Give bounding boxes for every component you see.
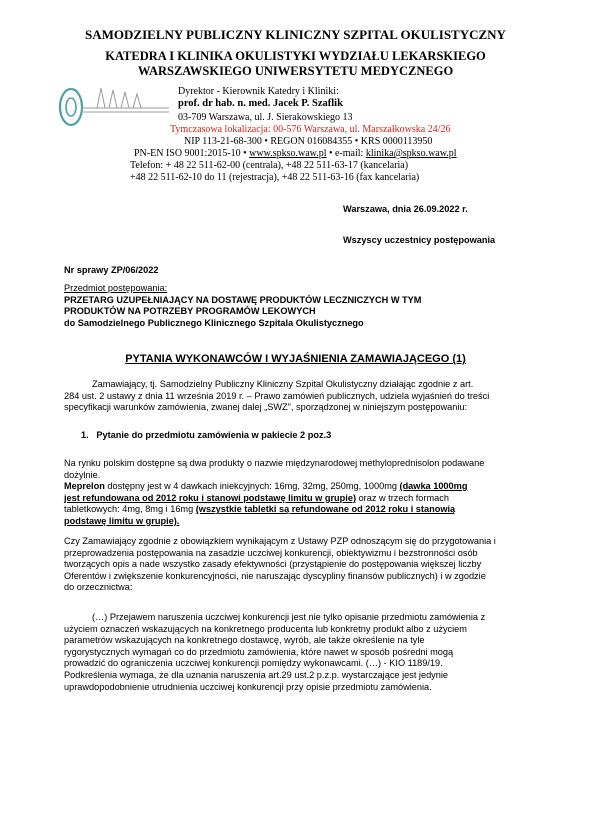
director-title: Dyrektor - Kierownik Katedry i Kliniki: — [178, 86, 339, 97]
question-number: 1. — [81, 430, 89, 440]
para-line: przeprowadzenia postępowania na zasadzie uczciwej konkurencji, obiektywizmu i bezstronności osób — [64, 547, 478, 558]
intro-line: specyfikacji warunków zamówienia, zwanej dalej „SWZ", sporządzonej w niniejszym postępowaniu: — [64, 402, 468, 413]
para-line — [64, 516, 527, 528]
subject-line-2: PRODUKTÓW NA POTRZEBY PROGRAMÓW LEKOWYCH — [64, 306, 316, 317]
emphasis-text: podstawę limitu w grupie). — [64, 515, 180, 526]
question-1-heading — [81, 430, 331, 442]
iso-text: PN-EN ISO 9001:2015-10 • — [134, 148, 250, 159]
phone-line-2: +48 22 511-62-10 do 11 (rejestracja), +48 22 511-63-16 (fax kancelaria) — [130, 172, 420, 183]
subject-line-1: PRZETARG UZUPEŁNIAJĄCY NA DOSTAWĘ PRODUKTÓW LECZNICZYCH W TYM — [64, 294, 422, 305]
quote-line: prowadzić do ograniczenia uczciwej konkurencji pomiędzy wykonawcami. (…) - KIO 1189/19. — [64, 658, 443, 669]
phone-line-1: Telefon: + 48 22 511-62-00 (centrala), +48 22 511-63-17 (kancelaria) — [130, 160, 409, 171]
hospital-name: SAMODZIELNY PUBLICZNY KLINICZNY SZPITAL OKULISTYCZNY — [85, 27, 506, 42]
department-line-2: WARSZAWSKIEGO UNIWERSYTETU MEDYCZNEGO — [137, 64, 454, 78]
question-title: Pytanie do przedmiotu zamówienia w pakiecie 2 poz.3 — [96, 430, 332, 440]
email-prefix: • e-mail: — [326, 148, 366, 159]
quote-line: (…) Przejawem naruszenia uczciwej konkurencji jest nie tylko opisanie przedmiotu zamówienia z — [92, 612, 486, 622]
emphasis-text: (wszystkie tabletki są refundowane od 2012 roku i stanowią — [195, 504, 456, 515]
director-name: prof. dr hab. n. med. Jacek P. Szaflik — [178, 98, 343, 109]
hospital-logo — [57, 84, 172, 130]
quote-line: uprawdopodobnienie utrudnienia uczciwej konkurencji przy opisie przedmiotu zamówienia. — [64, 681, 432, 692]
paragraph-question — [64, 536, 527, 594]
para-text: tabletkowych: 4mg, 8mg i 16mg — [64, 504, 196, 515]
contact-line — [134, 148, 457, 160]
quote-line: parametrów wskazujących na konkretnego dostawcę, wyrób, ale także określenie na tyle — [64, 635, 425, 646]
quote-line: rygorystycznych wymagań co do przedmiotu zamówienia, które nawet w sposób pośredni mogą — [64, 646, 454, 657]
para-line — [64, 504, 527, 516]
quotation-block — [64, 612, 527, 693]
department-line-1: KATEDRA I KLINIKA OKULISTYKI WYDZIAŁU LEKARSKIEGO — [105, 49, 486, 63]
emphasis-text: jest refundowana od 2012 roku i stanowi podstawę limitu w grupie) — [64, 492, 357, 503]
temporary-location: Tymczasowa lokalizacja: 00-576 Warszawa, ul. Marszałkowska 24/26 — [170, 124, 451, 135]
website-link[interactable]: www.spkso.waw.pl — [249, 148, 327, 159]
para-line: do orzecznictwa: — [64, 582, 133, 593]
para-text: oraz w trzech formach — [356, 492, 449, 503]
hospital-address: 03-709 Warszawa, ul. J. Sierakowskiego 13 — [178, 112, 353, 123]
subject-line-3: do Samodzielnego Publicznego Klinicznego Szpitala Okulistycznego — [64, 317, 364, 328]
quote-line: Podkreślenia wymaga, że dla uznania naruszenia art.29 ust.2 p.z.p. wystarczające jest jedynie — [64, 669, 449, 680]
case-number: Nr sprawy ZP/06/2022 — [64, 265, 159, 275]
section-title: PYTANIA WYKONAWCÓW I WYJAŚNIENIA ZAMAWIAJĄCEGO (1) — [125, 353, 466, 365]
product-name: Meprelon — [64, 481, 105, 492]
para-line: Oferentów i zwiększenie konkurencyjności, nie naruszając dyscypliny finansów publicznych) i w zgodzie — [64, 570, 486, 581]
para-line: tworzących opis a nade wszystko zasady efektywności (przystąpienie do postępowania większej liczby — [64, 559, 482, 570]
intro-line: 284 ust. 2 ustawy z dnia 11 września 2019 r. – Prawo zamówień publicznych, udziela wyjaśnień do treści — [64, 390, 490, 401]
intro-line: Zamawiający, tj. Samodzielny Publiczny Kliniczny Szpital Okulistyczny działając zgodnie z art. — [92, 379, 474, 389]
email-link[interactable]: klinika@spkso.waw.pl — [365, 148, 457, 159]
para-line: dożylnie. — [64, 469, 101, 480]
paragraph-products — [64, 458, 527, 528]
registry-numbers: NIP 113-21-68-300 • REGON 016084355 • KRS 0000113950 — [184, 136, 433, 147]
subject-block — [64, 283, 421, 329]
addressee: Wszyscy uczestnicy postępowania — [343, 235, 496, 245]
quote-line: użyciem oznaczeń wskazujących na konkretnego producenta lub konkretny produkt albo z użyciem — [64, 623, 467, 634]
para-text: dostępny jest w 4 dawkach iniekcyjnych: 16mg, 32mg, 250mg, 1000mg — [104, 481, 400, 492]
date-line: Warszawa, dnia 26.09.2022 r. — [343, 204, 468, 214]
para-line — [64, 493, 527, 505]
intro-paragraph — [64, 379, 527, 414]
emphasis-text: (dawka 1000mg — [399, 481, 468, 492]
subject-label: Przedmiot postępowania: — [64, 283, 168, 293]
para-line — [64, 481, 527, 493]
para-line: Czy Zamawiający zgodnie z obowiązkiem wynikającym z Ustawy PZP odnoszącym się do przygotowania i — [64, 536, 496, 546]
para-line: Na rynku polskim dostępne są dwa produkty o nazwie międzynarodowej methyloprednisolon podawane — [64, 458, 485, 468]
